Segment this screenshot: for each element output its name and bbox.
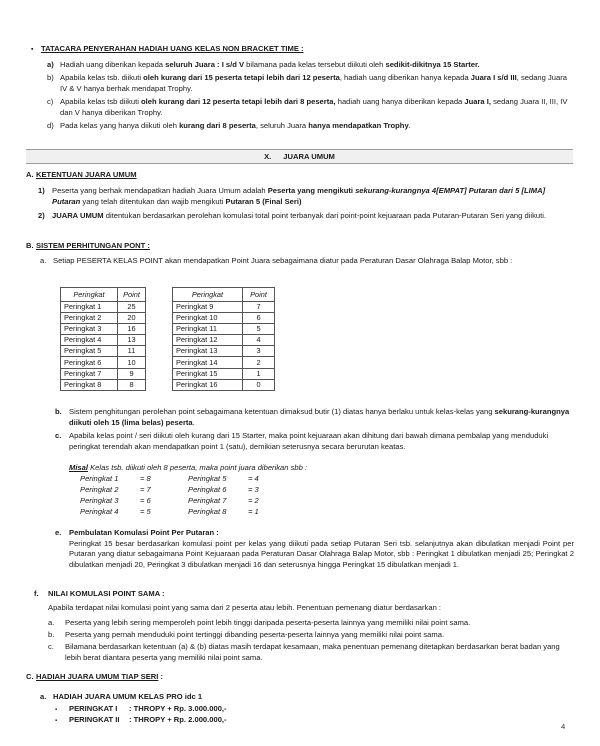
point-cell: 11	[118, 346, 146, 357]
points-table-right	[172, 287, 275, 391]
example-row	[80, 507, 281, 518]
section-heading-text: SISTEM PERHITUNGAN PONT :	[36, 241, 150, 250]
point-cell: 4	[243, 335, 275, 346]
table-row	[173, 357, 275, 368]
non-bracket-item-d	[47, 121, 575, 132]
list-marker: a.	[40, 692, 47, 701]
section-label: A.	[26, 170, 34, 179]
section-label: C.	[26, 672, 34, 681]
example-value: = 6	[140, 496, 151, 505]
point-cell: 7	[243, 302, 275, 313]
rank-cell: Peringkat 8	[61, 379, 118, 390]
subheading-text: HADIAH JUARA UMUM KELAS PRO idc 1	[53, 692, 203, 701]
table-row	[173, 302, 275, 313]
rank-cell: Peringkat 6	[61, 357, 118, 368]
section-b-item-b	[55, 407, 574, 428]
table-row	[173, 346, 275, 357]
rank-cell: Peringkat 7	[61, 368, 118, 379]
column-header-point: Point	[243, 288, 275, 302]
list-item-text	[60, 97, 575, 118]
heading-colon: :	[158, 672, 163, 681]
points-table-left	[60, 287, 146, 391]
list-marker: 2)	[38, 211, 45, 220]
point-cell: 1	[243, 368, 275, 379]
text-segment: , hadiah uang diberikan hanya kepada	[339, 73, 471, 82]
square-bullet-icon: ▪	[31, 46, 34, 53]
item-intro-text: Apabila terdapat nilai komulasi point yang sama dari 2 peserta atau lebih. Penentuan pemenang diatur berdasarkan :	[48, 603, 442, 612]
table-row	[61, 324, 146, 335]
table-row	[61, 357, 146, 368]
section-a-heading	[26, 170, 137, 181]
text-segment: .	[192, 417, 195, 427]
example-value: = 5	[140, 507, 151, 516]
list-marker: c.	[55, 431, 62, 440]
text-segment: Pada kelas yang hanya diikuti oleh	[60, 121, 180, 130]
example-caption	[69, 463, 307, 474]
point-cell: 16	[118, 324, 146, 335]
prize-row-1	[55, 704, 227, 716]
list-marker: b.	[55, 407, 62, 416]
point-cell: 10	[118, 357, 146, 368]
section-b-item-e	[55, 528, 574, 570]
example-rank: Peringkat 2	[80, 485, 119, 494]
example-row	[80, 485, 281, 496]
example-keyword: Misal	[69, 463, 88, 472]
rank-cell: Peringkat 16	[173, 379, 243, 390]
point-cell: 8	[118, 379, 146, 390]
point-cell: 5	[243, 324, 275, 335]
text-segment: ditentukan berdasarkan perolehan komulasi total point terbanyak dari point-point kejuaraan pada Putaran-Putaran Seri yang diikuti.	[103, 211, 547, 220]
list-marker: a.	[48, 618, 55, 627]
example-value: = 8	[140, 474, 151, 483]
square-bullet-icon: ▪	[55, 707, 58, 713]
example-rank: Peringkat 4	[80, 507, 119, 516]
item-heading: NILAI KOMULASI POINT SAMA :	[48, 589, 165, 598]
text-segment: sedikit-dikitnya 15 Starter.	[385, 60, 480, 69]
prize-label: PERINGKAT II	[69, 715, 120, 724]
item-body-text: Peringkat 15 besar berdasarkan komulasi point per kelas yang diikuti pada setiap Putaran Seri tsb. selanjutnya akan dibulatkan menjadi Point per Putaran yang diatur sebagaimana Point Kejuaraan pada Peraturan Dasar Olahraga Balap Motor, sbb : Peringkat 1 dibulatkan menjadi 25; Peringkat 2 dibulatkan menjadi 20, Peringkat 3 dibulatkan menjadi 16 dan seterusnya hingga Peringkat 15 dibulatkan menjadi 1.	[69, 538, 574, 569]
prize-label: PERINGKAT I	[69, 704, 118, 713]
text-segment: oleh kurang dari 12 peserta tetapi lebih dari 8 peserta,	[141, 97, 336, 106]
text-segment: JUARA UMUM	[52, 211, 104, 220]
example-value: = 2	[248, 496, 259, 505]
rank-cell: Peringkat 5	[61, 346, 118, 357]
list-marker: c.	[48, 642, 54, 651]
text-segment: Putaran 5 (Final Seri)	[225, 196, 302, 206]
non-bracket-item-c	[47, 97, 575, 118]
non-bracket-item-a	[47, 60, 575, 71]
text-segment: Juara I s/d III	[470, 73, 517, 82]
column-header-point: Point	[118, 288, 146, 302]
table-row	[61, 379, 146, 390]
section-heading-text: KETENTUAN JUARA UMUM	[36, 170, 137, 179]
page-number: 4	[561, 722, 566, 731]
list-marker: 1)	[38, 186, 45, 195]
section-b-item-f-heading	[34, 589, 165, 600]
rank-cell: Peringkat 3	[61, 324, 118, 335]
rank-cell: Peringkat 4	[61, 335, 118, 346]
list-item-text	[60, 73, 575, 94]
prize-value: : THROPY + Rp. 3.000.000,-	[129, 704, 227, 713]
square-bullet-icon: ▪	[55, 718, 58, 724]
point-cell: 6	[243, 313, 275, 324]
table-row	[61, 335, 146, 346]
section-c-heading	[26, 672, 163, 683]
example-rank: Peringkat 8	[188, 507, 227, 516]
example-value: = 3	[248, 485, 259, 494]
non-bracket-item-b	[47, 73, 575, 94]
table-row	[61, 346, 146, 357]
text-segment: sekurang-kurangnya diikuti oleh 15 (lima belas) peserta	[69, 407, 570, 427]
list-marker: b)	[47, 73, 54, 82]
list-marker: d)	[47, 121, 54, 130]
list-marker: b.	[48, 630, 55, 639]
list-item-text	[52, 211, 574, 222]
list-marker: a)	[47, 60, 54, 69]
section-number: X.	[264, 152, 272, 161]
tie-rule-c	[48, 642, 574, 663]
text-segment: Juara I,	[464, 97, 491, 106]
list-marker: a.	[40, 256, 47, 265]
table-row	[61, 313, 146, 324]
example-text: Kelas tsb. diikuti oleh 8 peserta, maka point juara diberikan sbb :	[88, 463, 308, 472]
example-rank: Peringkat 1	[80, 474, 119, 483]
example-rank: Peringkat 6	[188, 485, 227, 494]
text-segment: yang telah ditentukan dan wajib mengikuti	[80, 196, 226, 206]
text-segment: Hadiah uang diberikan kepada	[60, 60, 166, 69]
table-row	[173, 368, 275, 379]
list-item-text: Bilamana berdasarkan ketentuan (a) & (b) diatas masih terdapat kesamaan, maka penentuan pemenang ditetapkan berdasarkan berat badan yang lebih berat diantara peserta yang memiliki nilai point sama.	[65, 642, 560, 662]
non-bracket-heading	[31, 44, 304, 56]
rank-cell: Peringkat 12	[173, 335, 243, 346]
list-marker: e.	[55, 528, 62, 537]
list-item-text	[52, 186, 574, 207]
text-segment: Apabila kelas tsb diikuti	[60, 97, 142, 106]
column-header-peringkat: Peringkat	[173, 288, 243, 302]
section-b-item-c	[55, 431, 574, 452]
table-row	[61, 302, 146, 313]
text-segment: hadiah uang hanya diberikan kepada	[335, 97, 465, 106]
prize-value: : THROPY + Rp. 2.000.000,-	[129, 715, 227, 724]
table-row	[61, 368, 146, 379]
section-title: JUARA UMUM	[283, 152, 335, 161]
rank-cell: Peringkat 13	[173, 346, 243, 357]
example-rank: Peringkat 3	[80, 496, 119, 505]
example-row	[80, 496, 281, 507]
column-header-peringkat: Peringkat	[61, 288, 118, 302]
example-value: = 1	[248, 507, 259, 516]
text-segment: Apabila kelas tsb. diikuti	[60, 73, 144, 82]
section-a-item-1	[38, 186, 574, 207]
text-segment: oleh kurang dari 15 peserta tetapi lebih dari 12 peserta	[143, 73, 340, 82]
text-segment: bilamana pada kelas tersebut diikuti oleh	[244, 60, 386, 69]
section-title-bar	[26, 149, 573, 164]
text-segment: seluruh Juara : I s/d V	[165, 60, 245, 69]
rank-cell: Peringkat 10	[173, 313, 243, 324]
heading-text: TATACARA PENYERAHAN HADIAH UANG KELAS NON BRACKET TIME :	[41, 44, 304, 53]
point-cell: 13	[118, 335, 146, 346]
text-segment: , seluruh Juara	[255, 121, 309, 130]
text-segment: kurang dari 8 peserta	[179, 121, 256, 130]
list-marker: c)	[47, 97, 54, 106]
section-a-item-2	[38, 211, 574, 222]
table-row	[173, 313, 275, 324]
list-item-text	[60, 60, 575, 71]
list-item-text: Apabila kelas point / seri diikuti oleh kurang dari 15 Starter, maka point kejuaraan akan dihitung dari bawah dimana pembalap yang menduduki peringkat terendah akan mendapatkan point 1 (satu), demikian seterusnya secara berurutan keatas.	[69, 431, 549, 451]
text-segment: .	[408, 121, 411, 130]
list-item-text: Setiap PESERTA KELAS POINT akan mendapatkan Point Juara sebagaimana diatur pada Peraturan Dasar Olahraga Balap Motor, sbb :	[53, 256, 513, 265]
point-cell: 9	[118, 368, 146, 379]
text-segment: Sistem penghitungan perolehan point sebagaimana ketentuan dimaksud butir (1) diatas hanya berlaku untuk kelas-kelas yang	[69, 407, 495, 416]
rank-cell: Peringkat 11	[173, 324, 243, 335]
list-marker: f.	[34, 589, 39, 598]
example-rank: Peringkat 5	[188, 474, 227, 483]
section-heading-text: HADIAH JUARA UMUM TIAP SERI	[36, 672, 159, 681]
text-segment: sekurang-kurangnya 4[EMPAT] Putaran dari 5 [LIMA] Putaran	[52, 186, 546, 206]
prize-row-2	[55, 715, 227, 727]
example-value: = 7	[140, 485, 151, 494]
rank-cell: Peringkat 1	[61, 302, 118, 313]
rank-cell: Peringkat 14	[173, 357, 243, 368]
tie-rule-a	[48, 618, 574, 629]
text-segment: sedang Juara II, III, IV dan V hanya diberikan Trophy.	[60, 97, 568, 117]
table-row	[173, 324, 275, 335]
list-item-text	[60, 121, 575, 132]
item-heading: Pembulatan Komulasi Point Per Putaran :	[69, 528, 219, 537]
example-row	[80, 474, 281, 485]
section-b-item-a	[40, 256, 574, 267]
example-rank: Peringkat 7	[188, 496, 227, 505]
rank-cell: Peringkat 9	[173, 302, 243, 313]
list-item-text	[69, 407, 574, 428]
point-cell: 20	[118, 313, 146, 324]
text-segment: Peserta yang mengikuti	[267, 186, 356, 195]
text-segment: Peserta yang berhak mendapatkan hadiah Juara Umum adalah	[52, 186, 268, 195]
text-segment: , sedang Juara IV & V hanya berhak mendapat Trophy.	[60, 73, 567, 93]
point-cell: 3	[243, 346, 275, 357]
point-cell: 25	[118, 302, 146, 313]
table-row	[173, 335, 275, 346]
table-row	[173, 379, 275, 390]
text-segment: hanya mendapatkan Trophy	[308, 121, 409, 130]
point-cell: 2	[243, 357, 275, 368]
point-cell: 0	[243, 379, 275, 390]
section-b-heading	[26, 241, 150, 252]
rank-cell: Peringkat 15	[173, 368, 243, 379]
section-label: B.	[26, 241, 34, 250]
list-item-text: Peserta yang lebih sering memperoleh point lebih tinggi daripada peserta-peserta lainnya yang memiliki nilai point sama.	[65, 618, 471, 627]
example-value: = 4	[248, 474, 259, 483]
list-item-text: Peserta yang pernah menduduki point tertinggi dibanding peserta-peserta lainnya yang memiliki nilai point sama.	[65, 630, 445, 639]
section-c-subheading	[40, 692, 202, 703]
tie-rule-b	[48, 630, 574, 641]
rank-cell: Peringkat 2	[61, 313, 118, 324]
